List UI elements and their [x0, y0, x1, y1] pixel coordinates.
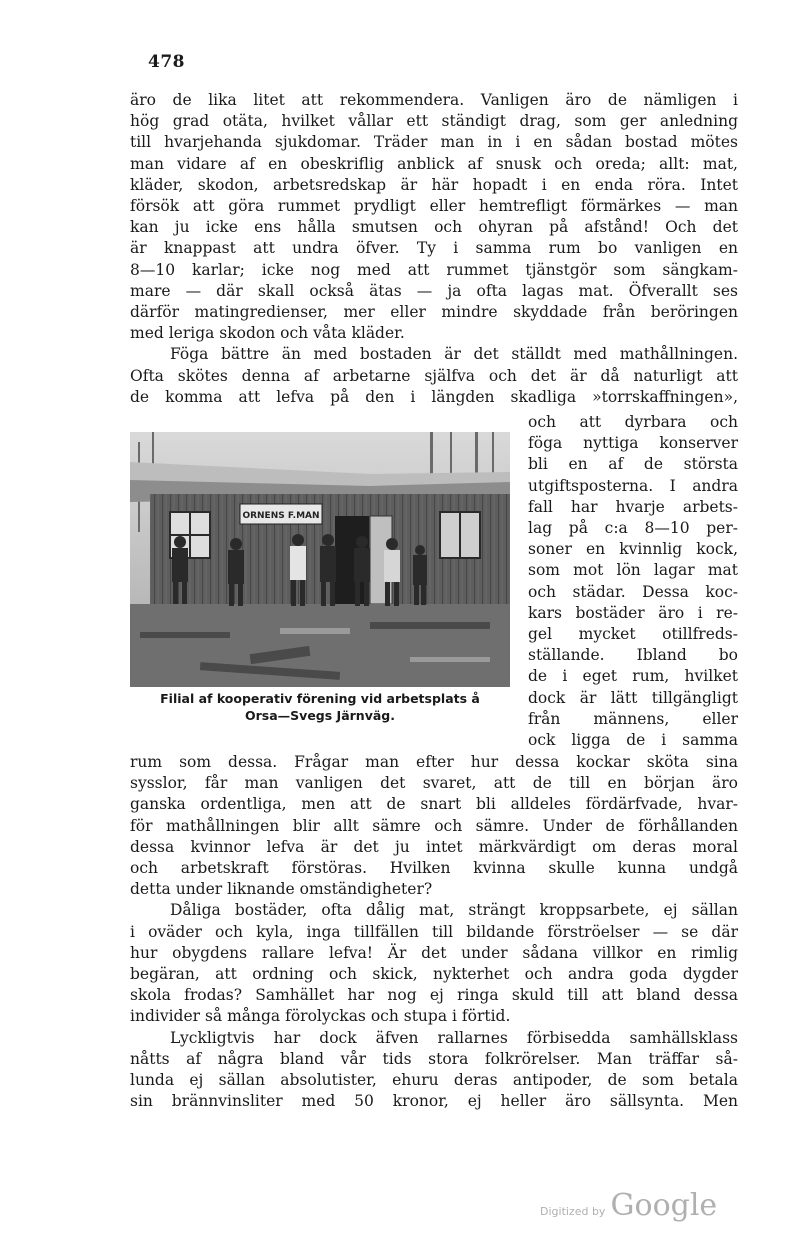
figure-caption [130, 690, 510, 724]
text-line: kars bostäder äro i re- [528, 603, 738, 622]
text-line: man vidare af en obeskriflig anblick af snusk och oreda; allt: mat, [130, 154, 738, 173]
text-line: och arbetskraft förstöras. Hvilken kvinna skulle kunna undgå [130, 859, 738, 878]
text-line: utgiftsposterna. I andra [528, 476, 738, 495]
text-line: försök att göra rummet prydligt eller hemtrefligt förmärkes — man [130, 197, 738, 216]
text-line: med leriga skodon och våta kläder. [130, 324, 405, 343]
watermark-brand: Google [610, 1188, 718, 1223]
body-text-top [130, 90, 738, 408]
shop-sign-text: ORNENS F.MAN [242, 511, 320, 521]
text-line: individer så många förolyckas och stupa i förtid. [130, 1007, 511, 1026]
text-line: sysslor, får man vanligen det svaret, att de till en början äro [130, 774, 738, 793]
text-line: Dåliga bostäder, ofta dålig mat, strängt kroppsarbete, ej sällan [170, 901, 738, 920]
text-line: dessa kvinnor lefva är det ju intet märkvärdigt om deras moral [130, 837, 738, 856]
caption-line: Orsa—Svegs Järnväg. [245, 708, 395, 723]
text-line: skola frodas? Samhället har nog ej ringa skuld till att bland dessa [130, 986, 738, 1005]
text-line: bli en af de största [528, 455, 738, 474]
text-line: därför matingredienser, mer eller mindre skyddade från beröringen [130, 303, 738, 322]
text-line: till hvarjehanda sjukdomar. Träder man in i en sådan bostad mötes [130, 133, 738, 152]
text-line: begäran, att ordning och skick, nykterhet och andra goda dygder [130, 965, 738, 984]
text-line: 8—10 karlar; icke nog med att rummet tjänstgör som sängkam- [130, 260, 738, 279]
text-line: i oväder och kyla, inga tillfällen till bildande förströelser — se där [130, 922, 738, 941]
text-line: är knappast att undra öfver. Ty i samma rum bo vanligen en [130, 239, 738, 258]
text-line: och att dyrbara och [528, 413, 738, 431]
page-number: 478 [148, 52, 185, 72]
body-text-bottom [130, 752, 738, 1112]
text-line: mare — där skall också ätas — ja ofta lagas mat. Öfverallt ses [130, 281, 738, 300]
photo-illustration [130, 432, 510, 687]
text-line: nåtts af några bland vår tids stora folkrörelser. Man träffar så- [130, 1049, 738, 1068]
text-line: sin brännvinsliter med 50 kronor, ej heller äro sällsynta. Men [130, 1092, 738, 1111]
body-text-column [528, 412, 738, 751]
text-line: från männens, eller [528, 709, 738, 728]
text-line: gel mycket otillfreds- [528, 625, 738, 644]
caption-line: Filial af kooperativ förening vid arbetsplats å [160, 691, 480, 706]
text-line: för mathållningen blir allt sämre och sämre. Under de förhållanden [130, 816, 738, 835]
text-line: lunda ej sällan absolutister, ehuru deras antipoder, de som betala [130, 1071, 738, 1090]
text-line: lag på c:a 8—10 per- [528, 519, 738, 538]
text-line: detta under liknande omständigheter? [130, 880, 433, 899]
text-line: föga nyttiga konserver [528, 434, 738, 453]
text-line: ock ligga de i samma [528, 731, 738, 750]
digitized-watermark [540, 1188, 717, 1223]
text-line: de komma att lefva på den i längden skadliga »torrskaffningen», [130, 387, 738, 406]
text-line: hög grad otäta, hvilket vållar ett ständigt drag, som ger anledning [130, 112, 738, 131]
text-line: ganska ordentliga, men att de snart bli alldeles fördärfvade, hvar- [130, 795, 738, 814]
text-line: Ofta skötes denna af arbetarne själfva och det är då naturligt att [130, 366, 738, 385]
text-line: äro de lika litet att rekommendera. Vanligen äro de nämligen i [130, 91, 738, 109]
text-line: hur obygdens rallare lefva! Är det under sådana villkor en rimlig [130, 943, 738, 962]
text-line: soner en kvinnlig kock, [528, 540, 738, 559]
text-line: och städar. Dessa koc- [528, 582, 738, 601]
text-line: dock är lätt tillgängligt [528, 688, 738, 707]
text-line: de i eget rum, hvilket [528, 667, 738, 686]
text-line: kläder, skodon, arbetsredskap är här hopadt i en enda röra. Intet [130, 175, 738, 194]
watermark-prefix: Digitized by [540, 1205, 606, 1218]
text-line: kan ju icke ens hålla smutsen och ohyran på afstånd! Och det [130, 218, 738, 237]
text-line: Föga bättre än med bostaden är det ställdt med mathållningen. [170, 345, 738, 364]
text-line: ställande. Ibland bo [528, 646, 738, 665]
photo-figure [130, 432, 510, 687]
text-line: rum som dessa. Frågar man efter hur dessa kockar sköta sina [130, 753, 738, 771]
text-line: fall har hvarje arbets- [528, 497, 738, 516]
text-line: Lyckligtvis har dock äfven rallarnes förbisedda samhällsklass [170, 1028, 738, 1047]
text-line: som mot lön lagar mat [528, 561, 738, 580]
